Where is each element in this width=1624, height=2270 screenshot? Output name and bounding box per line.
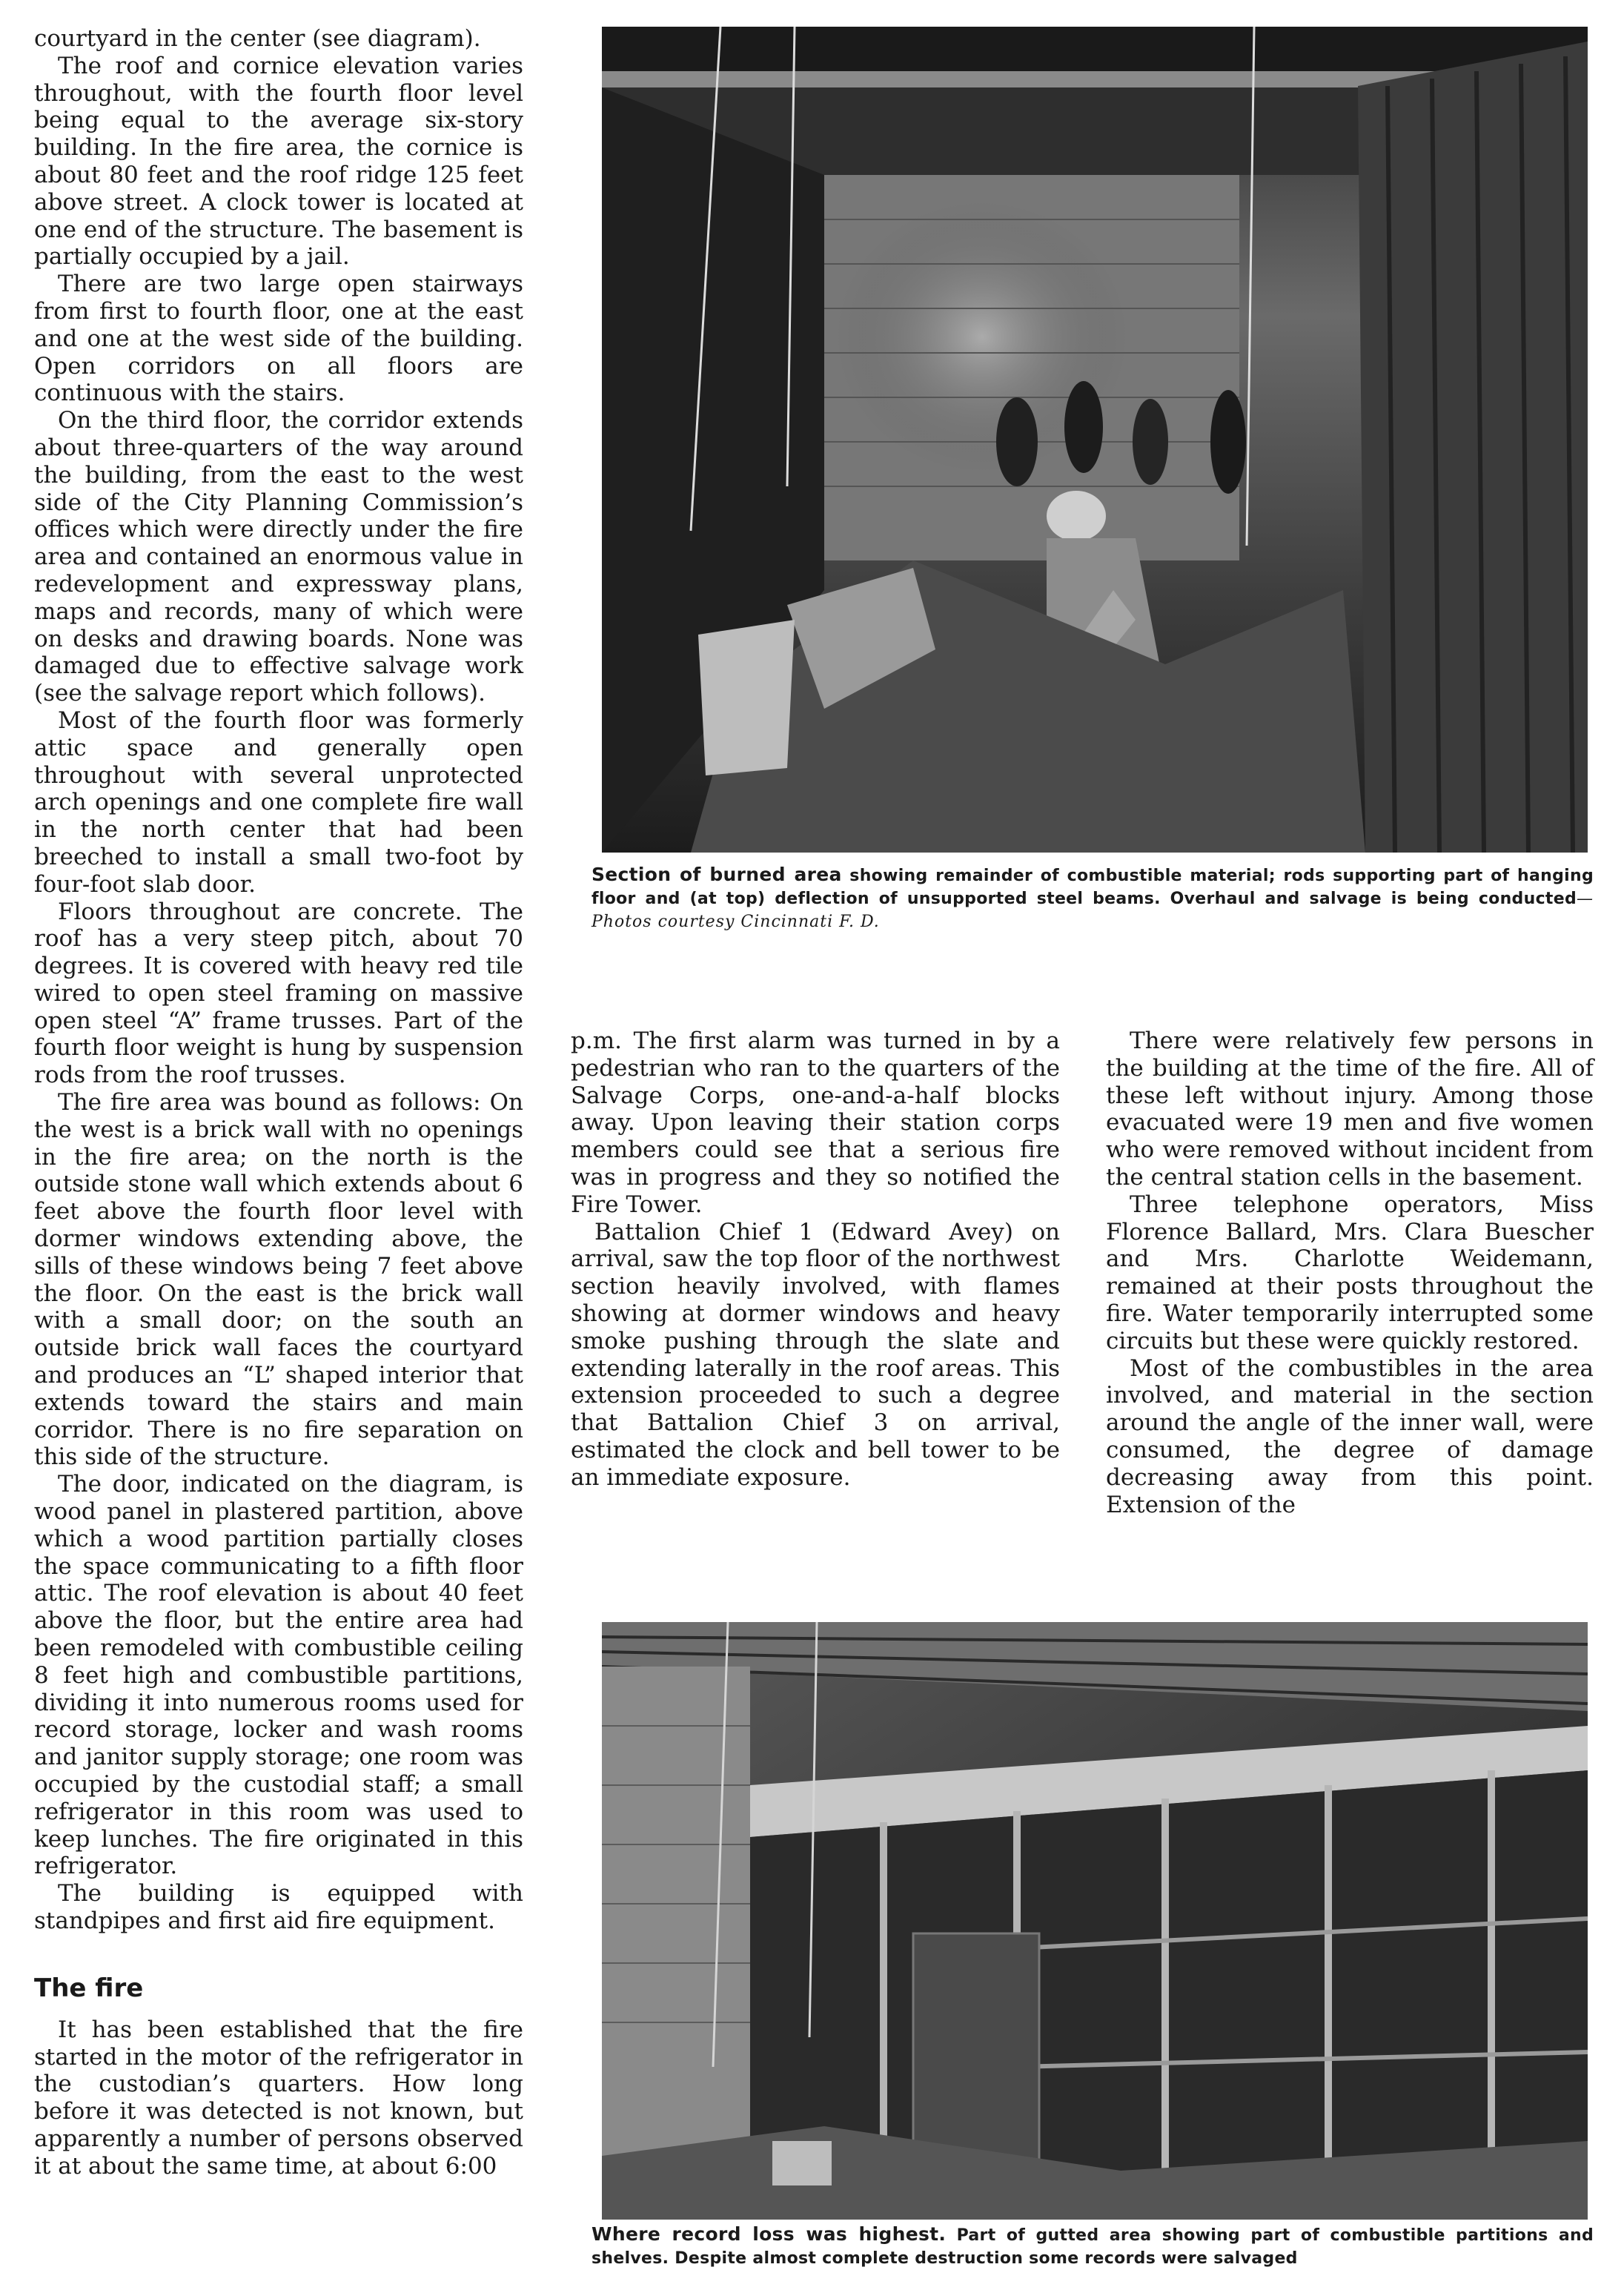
burned-area-photo-illustration — [602, 27, 1588, 853]
right-text-column — [1106, 1028, 1594, 1517]
caption-body: Part of gutted area showing part of combustible partitions and shelves. Despite almost complete destruction some records were salvaged — [591, 2226, 1594, 2268]
caption-lead: Section of burned area — [591, 864, 842, 885]
middle-text-column — [571, 1028, 1060, 1517]
paragraph: Most of the combustibles in the area involved, and material in the section around the angle of the inner wall, were consumed, the degree of damage decreasing away from this point. Extension of the — [1106, 1354, 1594, 1518]
left-text-column — [34, 25, 523, 2242]
top-photo-caption — [591, 863, 1594, 933]
paragraph: The building is equipped with standpipes and first aid fire equipment. — [34, 1880, 523, 1934]
caption-body: showing remainder of combustible material; rods supporting part of hanging floor and (at top) deflection of unsupported steel beams. Overhaul and salvage is being conducted — [591, 867, 1594, 908]
burned-area-photo — [602, 27, 1588, 853]
bottom-photo-caption — [591, 2223, 1594, 2270]
paragraph: There were relatively few persons in the building at the time of the fire. All of these left without injury. Among those evacuated were 19 men and five women who were removed without incident from the central station cells in the basement. — [1106, 1028, 1594, 1191]
paragraph: p.m. The first alarm was turned in by a pedestrian who ran to the quarters of the Salvage Corps, one-and-a-half blocks away. Upon leaving their station corps members could see that a serious fire was in progress and they so notified the Fire Tower. — [571, 1028, 1060, 1218]
paragraph: Battalion Chief 1 (Edward Avey) on arrival, saw the top floor of the northwest section heavily involved, with flames showing at dormer windows and heavy smoke pushing through the slate and extending laterally in the roof areas. This extension proceeded to such a degree that Battalion Chief 3 on arrival, estimated the clock and bell tower to be an immediate exposure. — [571, 1218, 1060, 1491]
paragraph: Three telephone operators, Miss Florence Ballard, Mrs. Clara Buescher and Mrs. Charlotte Weidemann, remained at their posts throughout the fire. Water temporarily interrupted some circuits but these were quickly restored. — [1106, 1191, 1594, 1354]
paragraph: The door, indicated on the diagram, is wood panel in plastered partition, above which a wood partition partially closes the space communicating to a fifth floor attic. The roof elevation is about 40 feet above the floor, but the entire area had been remodeled with combustible ceiling 8 feet high and combustible partitions, dividing it into numerous rooms used for record storage, locker and wash rooms and janitor supply storage; one room was occupied by the custodial staff; a small refrigerator in this room was used to keep lunches. The fire originated in this refrigerator. — [34, 1471, 523, 1880]
paragraph: It has been established that the fire started in the motor of the refrigerator in the custodian’s quarters. How long before it was detected is not known, but apparently a number of persons observed it at about the same time, at about 6:00 — [34, 2016, 523, 2180]
paragraph: courtyard in the center (see diagram). — [34, 25, 481, 52]
section-heading: The fire — [34, 1973, 144, 2003]
paragraph: Most of the fourth floor was formerly attic space and generally open throughout with several unprotected arch openings and one complete fire wall in the north center that had been breeched to install a small two-foot by four-foot slab door. — [34, 707, 523, 898]
paragraph: There are two large open stairways from first to fourth floor, one at the east and one at the west side of the building. Open corridors on all floors are continuous with the stairs. — [34, 271, 523, 407]
paragraph: Floors throughout are concrete. The roof has a very steep pitch, about 70 degrees. It is covered with heavy red tile wired to open steel framing on massive open steel “A” frame trusses. Part of the fourth floor weight is hung by suspension rods from the roof trusses. — [34, 898, 523, 1089]
paragraph: The fire area was bound as follows: On the west is a brick wall with no openings in the fire area; on the north is the outside stone wall which extends about 6 feet above the fourth floor level with dormer windows extending above, the sills of these windows being 7 feet above the floor. On the east is the brick wall with a small door; on the south an outside brick wall faces the courtyard and produces an “L” shaped interior that extends toward the stairs and main corridor. There is no fire separation on this side of the structure. — [34, 1089, 523, 1471]
photo-credit: —Photos courtesy Cincinnati F. D. — [591, 890, 1594, 931]
paragraph: On the third floor, the corridor extends about three-quarters of the way around the building, from the east to the west side of the City Planning Commission’s offices which were directly under the fire area and contained an enormous value in redevelopment and expressway plans, maps and records, many of which were on desks and drawing boards. None was damaged due to effective salvage work (see the salvage report which follows). — [34, 407, 523, 707]
record-loss-photo-illustration — [602, 1622, 1588, 2220]
paragraph: The roof and cornice elevation varies throughout, with the fourth floor level being equal to the average six-story building. In the fire area, the cornice is about 80 feet and the roof ridge 125 feet above street. A clock tower is located at one end of the structure. The basement is partially occupied by a jail. — [34, 52, 523, 271]
record-loss-photo — [602, 1622, 1588, 2220]
caption-lead: Where record loss was highest. — [591, 2223, 947, 2245]
